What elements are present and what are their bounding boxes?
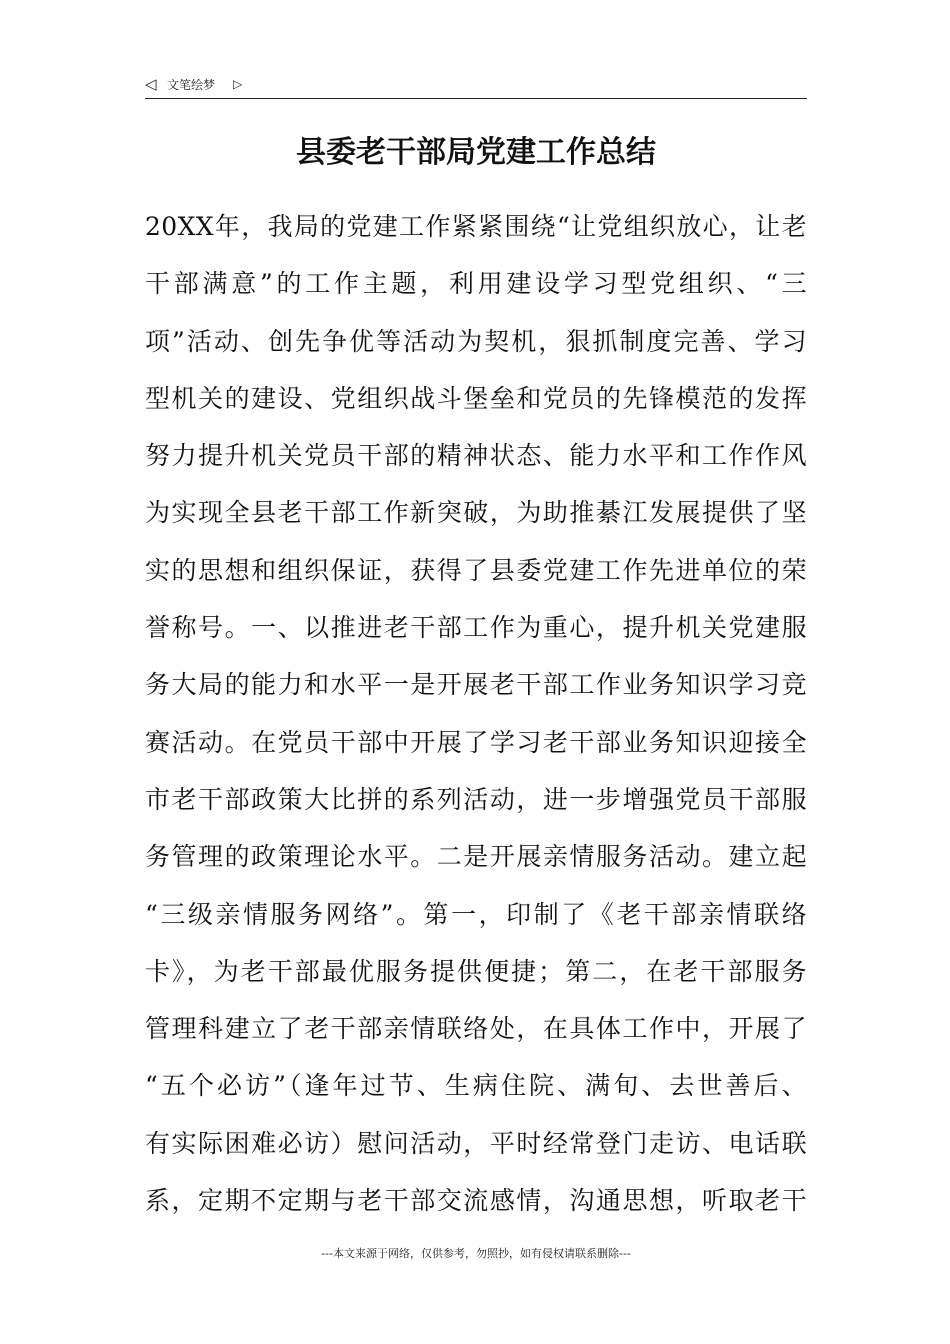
document-title: 县委老干部局党建工作总结 (296, 135, 656, 170)
document-body (145, 198, 807, 1229)
body-line: 项”活动、创先争优等活动为契机，狠抓制度完善、学习 (145, 326, 807, 356)
left-triangle-icon: ◁ (145, 75, 157, 93)
body-line: 务管理的政策理论水平。二是开展亲情服务活动。建立起 (145, 842, 807, 872)
body-line: 卡》，为老干部最优服务提供便捷；第二，在老干部服务 (145, 956, 807, 986)
body-line: “三级亲情服务网络”。第一，印制了《老干部亲情联络 (145, 899, 807, 929)
body-line: 实的思想和组织保证，获得了县委党建工作先进单位的荣 (145, 555, 807, 585)
body-line: 市老干部政策大比拼的系列活动，进一步增强党员干部服 (145, 784, 807, 814)
body-line: 努力提升机关党员干部的精神状态、能力水平和工作作风 (145, 441, 807, 471)
body-line: 管理科建立了老干部亲情联络处，在具体工作中，开展了 (145, 1014, 807, 1044)
page-footer-disclaimer: ---本文来源于网络，仅供参考，勿照抄，如有侵权请联系删除--- (321, 1247, 631, 1260)
body-line: “五个必访”（逢年过节、生病住院、满旬、去世善后、 (145, 1071, 807, 1101)
body-line: 为实现全县老干部工作新突破，为助推綦江发展提供了坚 (145, 498, 807, 528)
body-line: 型机关的建设、党组织战斗堡垒和党员的先锋模范的发挥 (145, 383, 807, 413)
body-line: 有实际困难必访）慰问活动，平时经常登门走访、电话联 (145, 1128, 807, 1158)
body-line: 20XX年，我局的党建工作紧紧围绕“让党组织放心，让老 (145, 212, 807, 241)
body-line: 干部满意”的工作主题，利用建设学习型党组织、“三 (145, 269, 807, 299)
right-triangle-icon: ▷ (233, 77, 243, 91)
body-line: 誉称号。一、以推进老干部工作为重心，提升机关党建服 (145, 613, 807, 643)
body-line: 系，定期不定期与老干部交流感情，沟通思想，听取老干 (145, 1186, 807, 1216)
header-brand: 文笔绘梦 (167, 78, 216, 92)
body-line: 赛活动。在党员干部中开展了学习老干部业务知识迎接全 (145, 727, 807, 757)
page-header (145, 72, 807, 99)
body-line: 务大局的能力和水平一是开展老干部工作业务知识学习竞 (145, 670, 807, 700)
